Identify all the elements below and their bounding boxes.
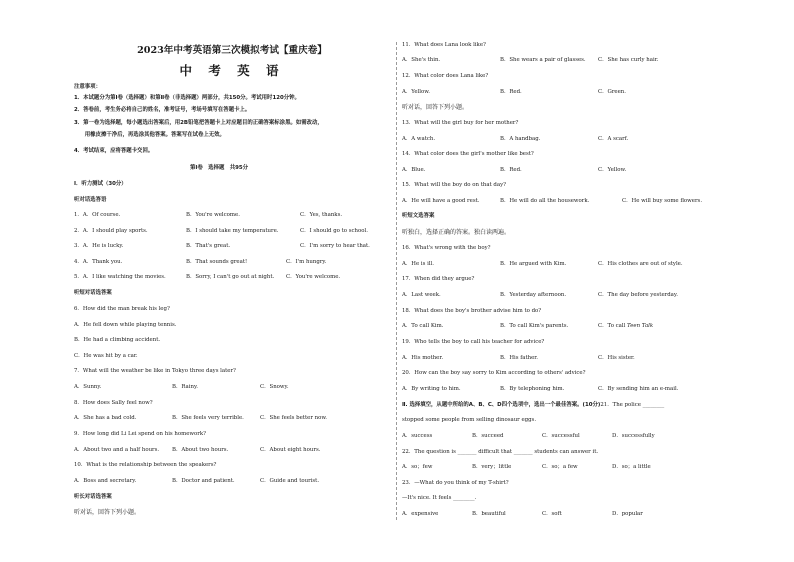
q16-b: B．He argued with Kim.: [500, 261, 567, 267]
question-12: 12．What color does Lana like?: [402, 73, 489, 79]
q1-a: 1．A．Of course.: [74, 212, 121, 218]
part-heading: 听对话选答语: [74, 197, 107, 203]
q6-a: A．He fell down while playing tennis.: [74, 322, 177, 328]
q8-c: C．She feels better now.: [260, 415, 328, 421]
q16-a: A．He is ill.: [402, 261, 434, 267]
question-6: 6．How did the man break his leg?: [74, 306, 170, 312]
q17-b: B．Yesterday afternoon.: [500, 292, 567, 298]
q11-c: C．She has curly hair.: [598, 57, 659, 63]
question-15: 15．What will the boy do on that day?: [402, 182, 507, 188]
q11-b: B．She wears a pair of glasses.: [500, 57, 586, 63]
q19-c: C．His sister.: [598, 355, 635, 361]
q10-b: B．Doctor and patient.: [172, 478, 235, 484]
q9-c: C．About eight hours.: [260, 447, 321, 453]
q21-a: A．success: [402, 433, 433, 439]
listening-heading: Ⅰ．听力测试（30分）: [74, 181, 127, 187]
q13-b: B．A handbag.: [500, 136, 541, 142]
section-2-line: [402, 402, 664, 409]
question-22: 22．The question is _______ difficult that _______ students can answer it.: [402, 449, 599, 455]
q7-c: C．Snowy.: [260, 384, 289, 390]
q22-c: C．so；a few: [542, 464, 578, 470]
note-item: 1．本试题分为第Ⅰ卷（选择题）和第Ⅱ卷（非选择题）两部分，共150分。考试用时120分钟。: [74, 95, 300, 101]
question-19: 19．Who tells the boy to call his teacher for advice?: [402, 339, 545, 345]
q8-b: B．She feels very terrible.: [172, 415, 244, 421]
exam-subtitle: 中 考 英 语: [179, 63, 285, 78]
q23-line-2: —It's nice. It feels ________.: [402, 495, 477, 501]
q12-c: C．Green.: [598, 89, 626, 95]
question-23: 23．—What do you think of my T-shirt?: [402, 480, 509, 486]
section-2-heading: Ⅱ. 选择填空，从题中所给的A、B、C、D四个选项中，选出一个最佳答案。(10分): [402, 402, 601, 408]
column-divider: [396, 42, 397, 520]
q20-c: C．By sending him an e-mail.: [598, 386, 679, 392]
q2-c: C．I should go to school.: [300, 228, 368, 234]
q22-b: B．very；little: [472, 464, 512, 470]
q10-a: A．Boss and secretary.: [74, 478, 137, 484]
q21-continued: stopped some people from selling dinosaur eggs.: [402, 417, 537, 423]
q1-c: C．Yes, thanks.: [300, 212, 343, 218]
question-10: 10．What is the relationship between the speakers?: [74, 462, 217, 468]
question-16: 16．What's wrong with the boy?: [402, 245, 491, 251]
question-8: 8．How does Sally feel now?: [74, 400, 153, 406]
q2-a: 2．A．I should play sports.: [74, 228, 148, 234]
question-14: 14．What color does the girl's mother like best?: [402, 151, 534, 157]
question-20: 20．How can the boy say sorry to Kim according to others' advice?: [402, 370, 586, 376]
q20-b: B．By telephoning him.: [500, 386, 565, 392]
q13-a: A．A watch.: [402, 136, 436, 142]
q22-d: D．so；a little: [612, 464, 651, 470]
q4-a: 4．A．Thank you.: [74, 259, 123, 265]
q14-b: B．Red.: [500, 167, 522, 173]
q5-a: 5．A．I like watching the movies.: [74, 274, 166, 280]
q3-b: B．That's great.: [186, 243, 231, 249]
question-21: 21．The police ________: [600, 402, 665, 408]
q9-a: A．About two and a half hours.: [74, 447, 160, 453]
q15-c: C．He will buy some flowers.: [622, 198, 703, 204]
q18-c: C．To call Teen Talk: [598, 323, 654, 329]
q17-c: C．The day before yesterday.: [598, 292, 678, 298]
q23-a: A．expensive: [402, 511, 439, 517]
q17-a: A．Last week.: [402, 292, 441, 298]
q8-a: A．She has a bad cold.: [74, 415, 137, 421]
q4-b: B．That sounds great!: [186, 259, 248, 265]
note-item: 3．第一卷为选择题，每小题选出答案后，用2B铅笔把答题卡上对应题目的正确答案标涂黑。如需改动，: [74, 120, 323, 126]
q5-b: B．Sorry, I can't go out at night.: [186, 274, 275, 280]
part-instruction: 听独白，选择正确的答案。独白读两遍。: [402, 229, 511, 236]
q14-a: A．Blue.: [402, 167, 426, 173]
part-instruction: 听对话，回答下列小题。: [402, 104, 469, 111]
q21-d: D．successfully: [612, 433, 655, 439]
q23-b: B．beautiful: [472, 511, 506, 517]
part-instruction: 听对话，回答下列小题。: [74, 509, 141, 516]
q12-b: B．Red.: [500, 89, 522, 95]
note-item: 4．考试结束，应将答题卡交回。: [74, 148, 154, 154]
q4-c: C．I'm hungry.: [286, 259, 327, 265]
q20-a: A．By writing to him.: [402, 386, 461, 392]
exam-title: 2023年中考英语第三次模拟考试【重庆卷】: [137, 45, 327, 56]
question-11: 11．What does Lana look like?: [402, 42, 486, 48]
notes-heading: 注意事项：: [74, 84, 101, 90]
question-18: 18．What does the boy's brother advise him to do?: [402, 308, 542, 314]
note-item: 2．答卷前，考生务必将自己的姓名，准考证号，考场号填写在答题卡上。: [74, 107, 251, 113]
q19-a: A．His mother.: [402, 355, 444, 361]
section-title: 第Ⅰ卷 选择题 共95分: [190, 165, 249, 171]
q9-b: B．About two hours.: [172, 447, 229, 453]
note-item: 用橡皮擦干净后，再选涂其他答案。答案写在试卷上无效。: [74, 132, 225, 138]
q23-c: C．soft: [542, 511, 562, 517]
q15-b: B．He will do all the housework.: [500, 198, 590, 204]
q3-c: C．I'm sorry to hear that.: [300, 243, 370, 249]
q19-b: B．His father.: [500, 355, 538, 361]
q7-a: A．Sunny.: [74, 384, 102, 390]
q5-c: C．You're welcome.: [286, 274, 341, 280]
part-heading: 听短对话选答案: [74, 290, 112, 296]
q12-a: A．Yellow.: [402, 89, 430, 95]
q1-b: B．You're welcome.: [186, 212, 240, 218]
q10-c: C．Guide and tourist.: [260, 478, 320, 484]
question-13: 13．What will the girl buy for her mother?: [402, 120, 519, 126]
part-heading: 听长对话选答案: [74, 494, 112, 500]
question-17: 17．When did they argue?: [402, 276, 475, 282]
question-7: 7．What will the weather be like in Tokyo three days later?: [74, 368, 236, 374]
q2-b: B．I should take my temperature.: [186, 228, 279, 234]
q22-a: A．so；few: [402, 464, 433, 470]
q13-c: C．A scarf.: [598, 136, 629, 142]
q15-a: A．He will have a good rest.: [402, 198, 480, 204]
question-9: 9．How long did Li Lei spend on his homework?: [74, 431, 207, 437]
q6-b: B．He had a climbing accident.: [74, 337, 161, 343]
q11-a: A．She's thin.: [402, 57, 441, 63]
q18-b: B．To call Kim's parents.: [500, 323, 569, 329]
q23-d: D．popular: [612, 511, 643, 517]
q18-a: A．To call Kim.: [402, 323, 444, 329]
part-heading: 听短文选答案: [402, 213, 435, 219]
q21-c: C．successful: [542, 433, 580, 439]
q6-c: C．He was hit by a car.: [74, 353, 138, 359]
q3-a: 3．A．He is lucky.: [74, 243, 124, 249]
q14-c: C．Yellow.: [598, 167, 627, 173]
q7-b: B．Rainy.: [172, 384, 198, 390]
q16-c: C．His clothes are out of style.: [598, 261, 683, 267]
q21-b: B．succeed: [472, 433, 504, 439]
